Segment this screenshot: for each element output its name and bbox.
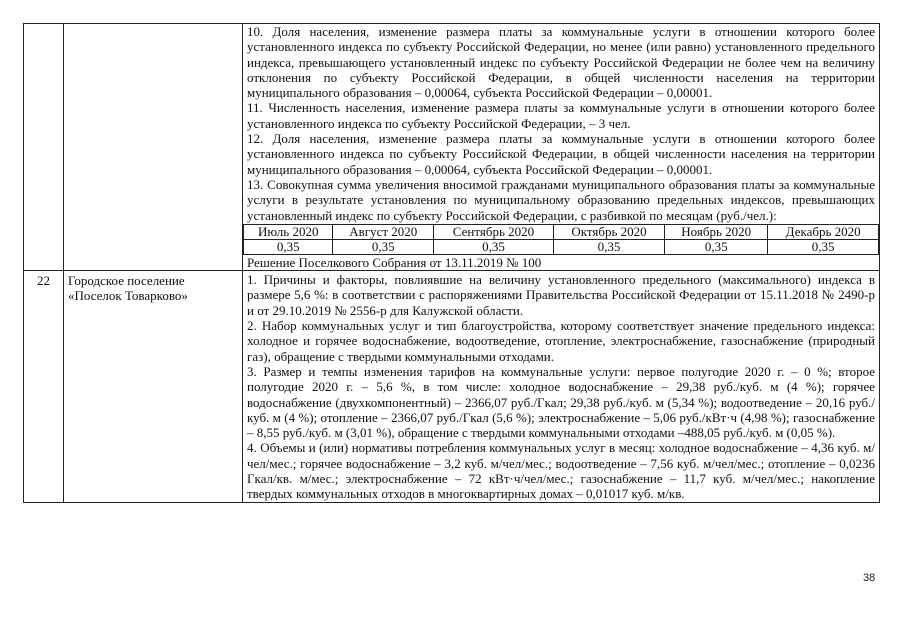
month-header: Октябрь 2020 bbox=[553, 224, 664, 239]
row-number: 22 bbox=[37, 273, 50, 289]
municipality-cell bbox=[64, 24, 243, 271]
month-value: 0,35 bbox=[244, 239, 333, 254]
details-cell bbox=[243, 24, 880, 271]
municipality-cell bbox=[64, 271, 243, 502]
paragraph-1: 1. Причины и факторы, повлиявшие на величину установленного предельного (максимального) индекса в размере 5,6 %: в соответствии с распоряжениями Правительства Российской Федерации от 15.11.2018 № 2490-р и от 29.10.2019 № 2556-р для Калужской области. bbox=[247, 272, 875, 318]
month-header: Июль 2020 bbox=[244, 224, 333, 239]
paragraph-4: 4. Объемы и (или) нормативы потребления коммунальных услуг в месяц: холодное водоснабжение – 4,36 куб. м/чел/мес.; горячее водоснабжение – 3,2 куб. м/чел/мес.; водоотведение – 7,56 куб. м/чел/мес.; отопление – 0,0236 Гкал/кв. м/мес.; электроснабжение – 72 кВт·ч/чел/мес.; газоснабжение – 11,7 куб. м/чел/мес.; накопление твердых коммунальных отходов в многоквартирных домах – 0,01017 куб. м/кв. bbox=[247, 440, 875, 502]
month-value: 0,35 bbox=[768, 239, 879, 254]
table-row-continued bbox=[24, 24, 880, 271]
paragraph-12: 12. Доля населения, изменение размера платы за коммунальные услуги в отношении которого более установленного индекса по субъекту Российской Федерации, в общей численности населения на территории муниципального образования – 0,00064, субъекта Российской Федерации – 0,00001. bbox=[247, 131, 875, 177]
paragraph-2: 2. Набор коммунальных услуг и тип благоустройства, которому соответствует значение предельного индекса: холодное и горячее водоснабжение, водоотведение, отопление, электроснабжение, газоснабжение (природный газ), обращение с твердыми коммунальными отходами. bbox=[247, 318, 875, 364]
paragraph-3: 3. Размер и темпы изменения тарифов на коммунальные услуги: первое полугодие 2020 г. – 0 %; второе полугодие 2020 г. – 5,6 %, в том числе: холодное водоснабжение – 29,38 руб./куб. м (4 %); горячее водоснабжение (двухкомпонентный) – 2366,07 руб./Гкал; 29,38 руб./куб. м (5,34 %); водоотведение – 20,16 руб./куб. м (4 %); отопление – 2366,07 руб./Гкал (5,6 %); электроснабжение – 5,06 руб./кВт·ч (4,98 %); газоснабжение – 8,55 руб./куб. м (3,01 %), обращение с твердыми коммунальными отходами –488,05 руб./куб. м (0,05 %). bbox=[247, 363, 875, 441]
month-header: Сентябрь 2020 bbox=[434, 224, 554, 239]
municipality-name-line2: «Поселок Товарково» bbox=[68, 288, 188, 304]
months-header-row bbox=[244, 224, 879, 239]
monthly-increase-table bbox=[243, 224, 879, 255]
month-value: 0,35 bbox=[333, 239, 434, 254]
paragraph-10: 10. Доля населения, изменение размера платы за коммунальные услуги в отношении которого более установленного индекса по субъекту Российской Федерации, но менее (или равно) установленного предельного индекса, превышающего установленный индекс по субъекту Российской Федерации не более чем на величину отклонения по субъекту Российской Федерации, в общей численности населения на территории муниципального образования – 0,00064, субъекта Российской Федерации – 0,00001. bbox=[247, 24, 875, 101]
paragraph-13: 13. Совокупная сумма увеличения вносимой гражданами муниципального образования платы за коммунальные услуги в результате установления по муниципальному образованию предельных индексов, превышающих установленный индекс по субъекту Российской Федерации, с разбивкой по месяцам (руб./чел.): bbox=[247, 176, 875, 223]
month-header: Декабрь 2020 bbox=[768, 224, 879, 239]
month-value: 0,35 bbox=[553, 239, 664, 254]
municipality-name-line1: Городское поселение bbox=[68, 273, 185, 289]
municipalities-table bbox=[23, 23, 880, 503]
row-number-cell bbox=[24, 24, 64, 271]
month-header: Ноябрь 2020 bbox=[665, 224, 768, 239]
month-value: 0,35 bbox=[434, 239, 554, 254]
paragraph-11: 11. Численность населения, изменение размера платы за коммунальные услуги в отношении которого более установленного индекса по субъекту Российской Федерации, – 3 чел. bbox=[247, 100, 875, 131]
table-row-22 bbox=[24, 271, 880, 502]
month-header: Август 2020 bbox=[333, 224, 434, 239]
months-values-row bbox=[244, 239, 879, 254]
page-number: 38 bbox=[863, 572, 876, 584]
row-number-cell bbox=[24, 271, 64, 502]
details-cell bbox=[243, 271, 880, 502]
decision-reference: Решение Поселкового Собрания от 13.11.2019 № 100 bbox=[247, 254, 542, 270]
month-value: 0,35 bbox=[665, 239, 768, 254]
